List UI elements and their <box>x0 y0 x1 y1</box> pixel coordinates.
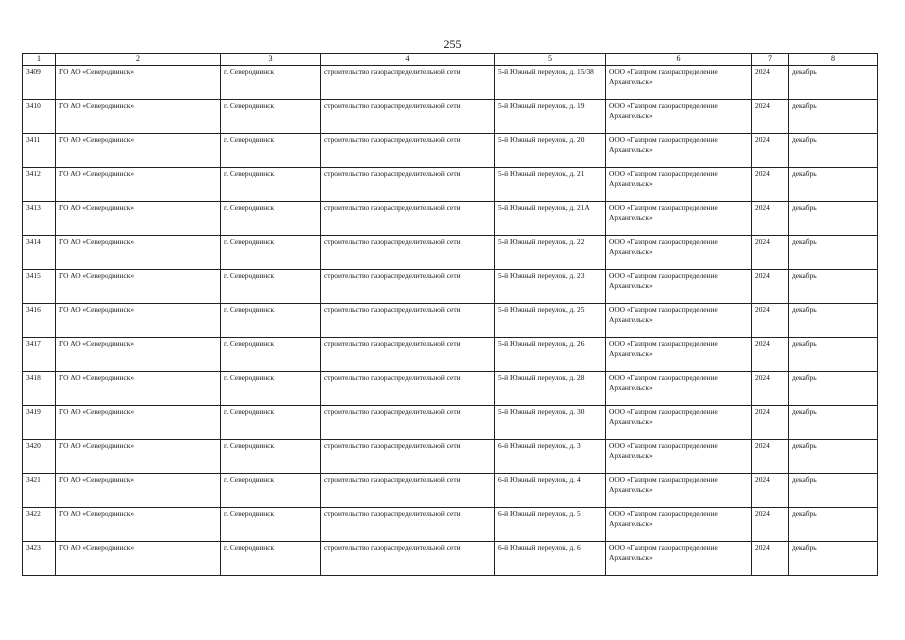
table-row <box>23 270 878 304</box>
cell-settlement: г. Северодвинск <box>221 508 321 542</box>
cell-row-number: 3422 <box>23 508 56 542</box>
cell-municipality: ГО АО «Северодвинск» <box>56 304 221 338</box>
cell-settlement: г. Северодвинск <box>221 474 321 508</box>
table-row <box>23 100 878 134</box>
cell-organization: ООО «Газпром газораспределение Архангельск» <box>606 372 752 406</box>
cell-row-number: 3410 <box>23 100 56 134</box>
cell-row-number: 3414 <box>23 236 56 270</box>
cell-address: 6-й Южный переулок, д. 3 <box>495 440 606 474</box>
cell-month: декабрь <box>789 100 878 134</box>
cell-work-type: строительство газораспределительной сети <box>321 202 495 236</box>
cell-address: 5-й Южный переулок, д. 20 <box>495 134 606 168</box>
cell-organization: ООО «Газпром газораспределение Архангельск» <box>606 168 752 202</box>
cell-settlement: г. Северодвинск <box>221 202 321 236</box>
cell-year: 2024 <box>752 100 789 134</box>
cell-year: 2024 <box>752 508 789 542</box>
cell-row-number: 3416 <box>23 304 56 338</box>
cell-row-number: 3423 <box>23 542 56 576</box>
cell-year: 2024 <box>752 542 789 576</box>
cell-row-number: 3418 <box>23 372 56 406</box>
cell-settlement: г. Северодвинск <box>221 372 321 406</box>
cell-municipality: ГО АО «Северодвинск» <box>56 440 221 474</box>
table-row <box>23 168 878 202</box>
cell-organization: ООО «Газпром газораспределение Архангельск» <box>606 236 752 270</box>
column-header: 6 <box>606 54 752 66</box>
column-header: 8 <box>789 54 878 66</box>
cell-organization: ООО «Газпром газораспределение Архангельск» <box>606 304 752 338</box>
cell-work-type: строительство газораспределительной сети <box>321 372 495 406</box>
cell-month: декабрь <box>789 236 878 270</box>
cell-month: декабрь <box>789 542 878 576</box>
cell-row-number: 3421 <box>23 474 56 508</box>
table-row <box>23 202 878 236</box>
cell-work-type: строительство газораспределительной сети <box>321 270 495 304</box>
cell-year: 2024 <box>752 406 789 440</box>
cell-organization: ООО «Газпром газораспределение Архангельск» <box>606 338 752 372</box>
cell-row-number: 3417 <box>23 338 56 372</box>
cell-month: декабрь <box>789 508 878 542</box>
cell-year: 2024 <box>752 168 789 202</box>
cell-month: декабрь <box>789 304 878 338</box>
registry-table <box>22 53 878 576</box>
cell-work-type: строительство газораспределительной сети <box>321 440 495 474</box>
cell-row-number: 3413 <box>23 202 56 236</box>
column-header: 4 <box>321 54 495 66</box>
cell-work-type: строительство газораспределительной сети <box>321 168 495 202</box>
table-row <box>23 236 878 270</box>
cell-row-number: 3420 <box>23 440 56 474</box>
cell-work-type: строительство газораспределительной сети <box>321 508 495 542</box>
cell-work-type: строительство газораспределительной сети <box>321 236 495 270</box>
cell-municipality: ГО АО «Северодвинск» <box>56 202 221 236</box>
cell-work-type: строительство газораспределительной сети <box>321 66 495 100</box>
cell-row-number: 3419 <box>23 406 56 440</box>
table-row <box>23 542 878 576</box>
cell-settlement: г. Северодвинск <box>221 270 321 304</box>
cell-address: 5-й Южный переулок, д. 21 <box>495 168 606 202</box>
cell-month: декабрь <box>789 372 878 406</box>
cell-address: 6-й Южный переулок, д. 6 <box>495 542 606 576</box>
table-row <box>23 134 878 168</box>
cell-work-type: строительство газораспределительной сети <box>321 542 495 576</box>
cell-row-number: 3415 <box>23 270 56 304</box>
cell-year: 2024 <box>752 474 789 508</box>
cell-work-type: строительство газораспределительной сети <box>321 406 495 440</box>
cell-address: 5-й Южный переулок, д. 23 <box>495 270 606 304</box>
cell-municipality: ГО АО «Северодвинск» <box>56 270 221 304</box>
cell-settlement: г. Северодвинск <box>221 100 321 134</box>
cell-organization: ООО «Газпром газораспределение Архангельск» <box>606 270 752 304</box>
column-header: 7 <box>752 54 789 66</box>
cell-year: 2024 <box>752 202 789 236</box>
cell-municipality: ГО АО «Северодвинск» <box>56 372 221 406</box>
cell-organization: ООО «Газпром газораспределение Архангельск» <box>606 440 752 474</box>
column-number-row <box>23 54 878 66</box>
cell-address: 5-й Южный переулок, д. 19 <box>495 100 606 134</box>
cell-address: 5-й Южный переулок, д. 25 <box>495 304 606 338</box>
cell-address: 5-й Южный переулок, д. 22 <box>495 236 606 270</box>
cell-month: декабрь <box>789 474 878 508</box>
cell-address: 5-й Южный переулок, д. 28 <box>495 372 606 406</box>
cell-work-type: строительство газораспределительной сети <box>321 474 495 508</box>
cell-month: декабрь <box>789 440 878 474</box>
cell-month: декабрь <box>789 270 878 304</box>
column-header: 3 <box>221 54 321 66</box>
cell-month: декабрь <box>789 168 878 202</box>
cell-month: декабрь <box>789 66 878 100</box>
cell-municipality: ГО АО «Северодвинск» <box>56 66 221 100</box>
cell-municipality: ГО АО «Северодвинск» <box>56 168 221 202</box>
cell-settlement: г. Северодвинск <box>221 168 321 202</box>
cell-year: 2024 <box>752 372 789 406</box>
cell-month: декабрь <box>789 134 878 168</box>
cell-address: 5-й Южный переулок, д. 21А <box>495 202 606 236</box>
table-row <box>23 474 878 508</box>
table-row <box>23 372 878 406</box>
cell-municipality: ГО АО «Северодвинск» <box>56 406 221 440</box>
cell-row-number: 3412 <box>23 168 56 202</box>
cell-work-type: строительство газораспределительной сети <box>321 100 495 134</box>
cell-municipality: ГО АО «Северодвинск» <box>56 474 221 508</box>
cell-organization: ООО «Газпром газораспределение Архангельск» <box>606 66 752 100</box>
cell-settlement: г. Северодвинск <box>221 542 321 576</box>
cell-month: декабрь <box>789 338 878 372</box>
cell-municipality: ГО АО «Северодвинск» <box>56 236 221 270</box>
cell-organization: ООО «Газпром газораспределение Архангельск» <box>606 406 752 440</box>
cell-organization: ООО «Газпром газораспределение Архангельск» <box>606 134 752 168</box>
cell-year: 2024 <box>752 134 789 168</box>
cell-work-type: строительство газораспределительной сети <box>321 134 495 168</box>
table-row <box>23 304 878 338</box>
table-body <box>23 66 878 576</box>
cell-address: 5-й Южный переулок, д. 30 <box>495 406 606 440</box>
cell-row-number: 3409 <box>23 66 56 100</box>
cell-settlement: г. Северодвинск <box>221 440 321 474</box>
cell-work-type: строительство газораспределительной сети <box>321 304 495 338</box>
cell-settlement: г. Северодвинск <box>221 338 321 372</box>
cell-address: 6-й Южный переулок, д. 4 <box>495 474 606 508</box>
cell-settlement: г. Северодвинск <box>221 406 321 440</box>
cell-work-type: строительство газораспределительной сети <box>321 338 495 372</box>
table-row <box>23 66 878 100</box>
cell-settlement: г. Северодвинск <box>221 236 321 270</box>
cell-organization: ООО «Газпром газораспределение Архангельск» <box>606 202 752 236</box>
cell-municipality: ГО АО «Северодвинск» <box>56 100 221 134</box>
cell-municipality: ГО АО «Северодвинск» <box>56 338 221 372</box>
cell-address: 5-й Южный переулок, д. 26 <box>495 338 606 372</box>
cell-settlement: г. Северодвинск <box>221 134 321 168</box>
cell-month: декабрь <box>789 406 878 440</box>
cell-year: 2024 <box>752 440 789 474</box>
cell-municipality: ГО АО «Северодвинск» <box>56 542 221 576</box>
cell-municipality: ГО АО «Северодвинск» <box>56 508 221 542</box>
table-row <box>23 508 878 542</box>
cell-month: декабрь <box>789 202 878 236</box>
column-header: 5 <box>495 54 606 66</box>
cell-municipality: ГО АО «Северодвинск» <box>56 134 221 168</box>
page-number: 255 <box>443 37 462 51</box>
column-header: 1 <box>23 54 56 66</box>
cell-year: 2024 <box>752 270 789 304</box>
cell-year: 2024 <box>752 338 789 372</box>
column-header: 2 <box>56 54 221 66</box>
cell-address: 5-й Южный переулок, д. 15/38 <box>495 66 606 100</box>
cell-organization: ООО «Газпром газораспределение Архангельск» <box>606 100 752 134</box>
cell-organization: ООО «Газпром газораспределение Архангельск» <box>606 508 752 542</box>
cell-address: 6-й Южный переулок, д. 5 <box>495 508 606 542</box>
cell-settlement: г. Северодвинск <box>221 66 321 100</box>
table-row <box>23 338 878 372</box>
table-row <box>23 440 878 474</box>
cell-row-number: 3411 <box>23 134 56 168</box>
cell-organization: ООО «Газпром газораспределение Архангельск» <box>606 474 752 508</box>
cell-year: 2024 <box>752 66 789 100</box>
table-row <box>23 406 878 440</box>
cell-year: 2024 <box>752 304 789 338</box>
cell-settlement: г. Северодвинск <box>221 304 321 338</box>
cell-organization: ООО «Газпром газораспределение Архангельск» <box>606 542 752 576</box>
cell-year: 2024 <box>752 236 789 270</box>
